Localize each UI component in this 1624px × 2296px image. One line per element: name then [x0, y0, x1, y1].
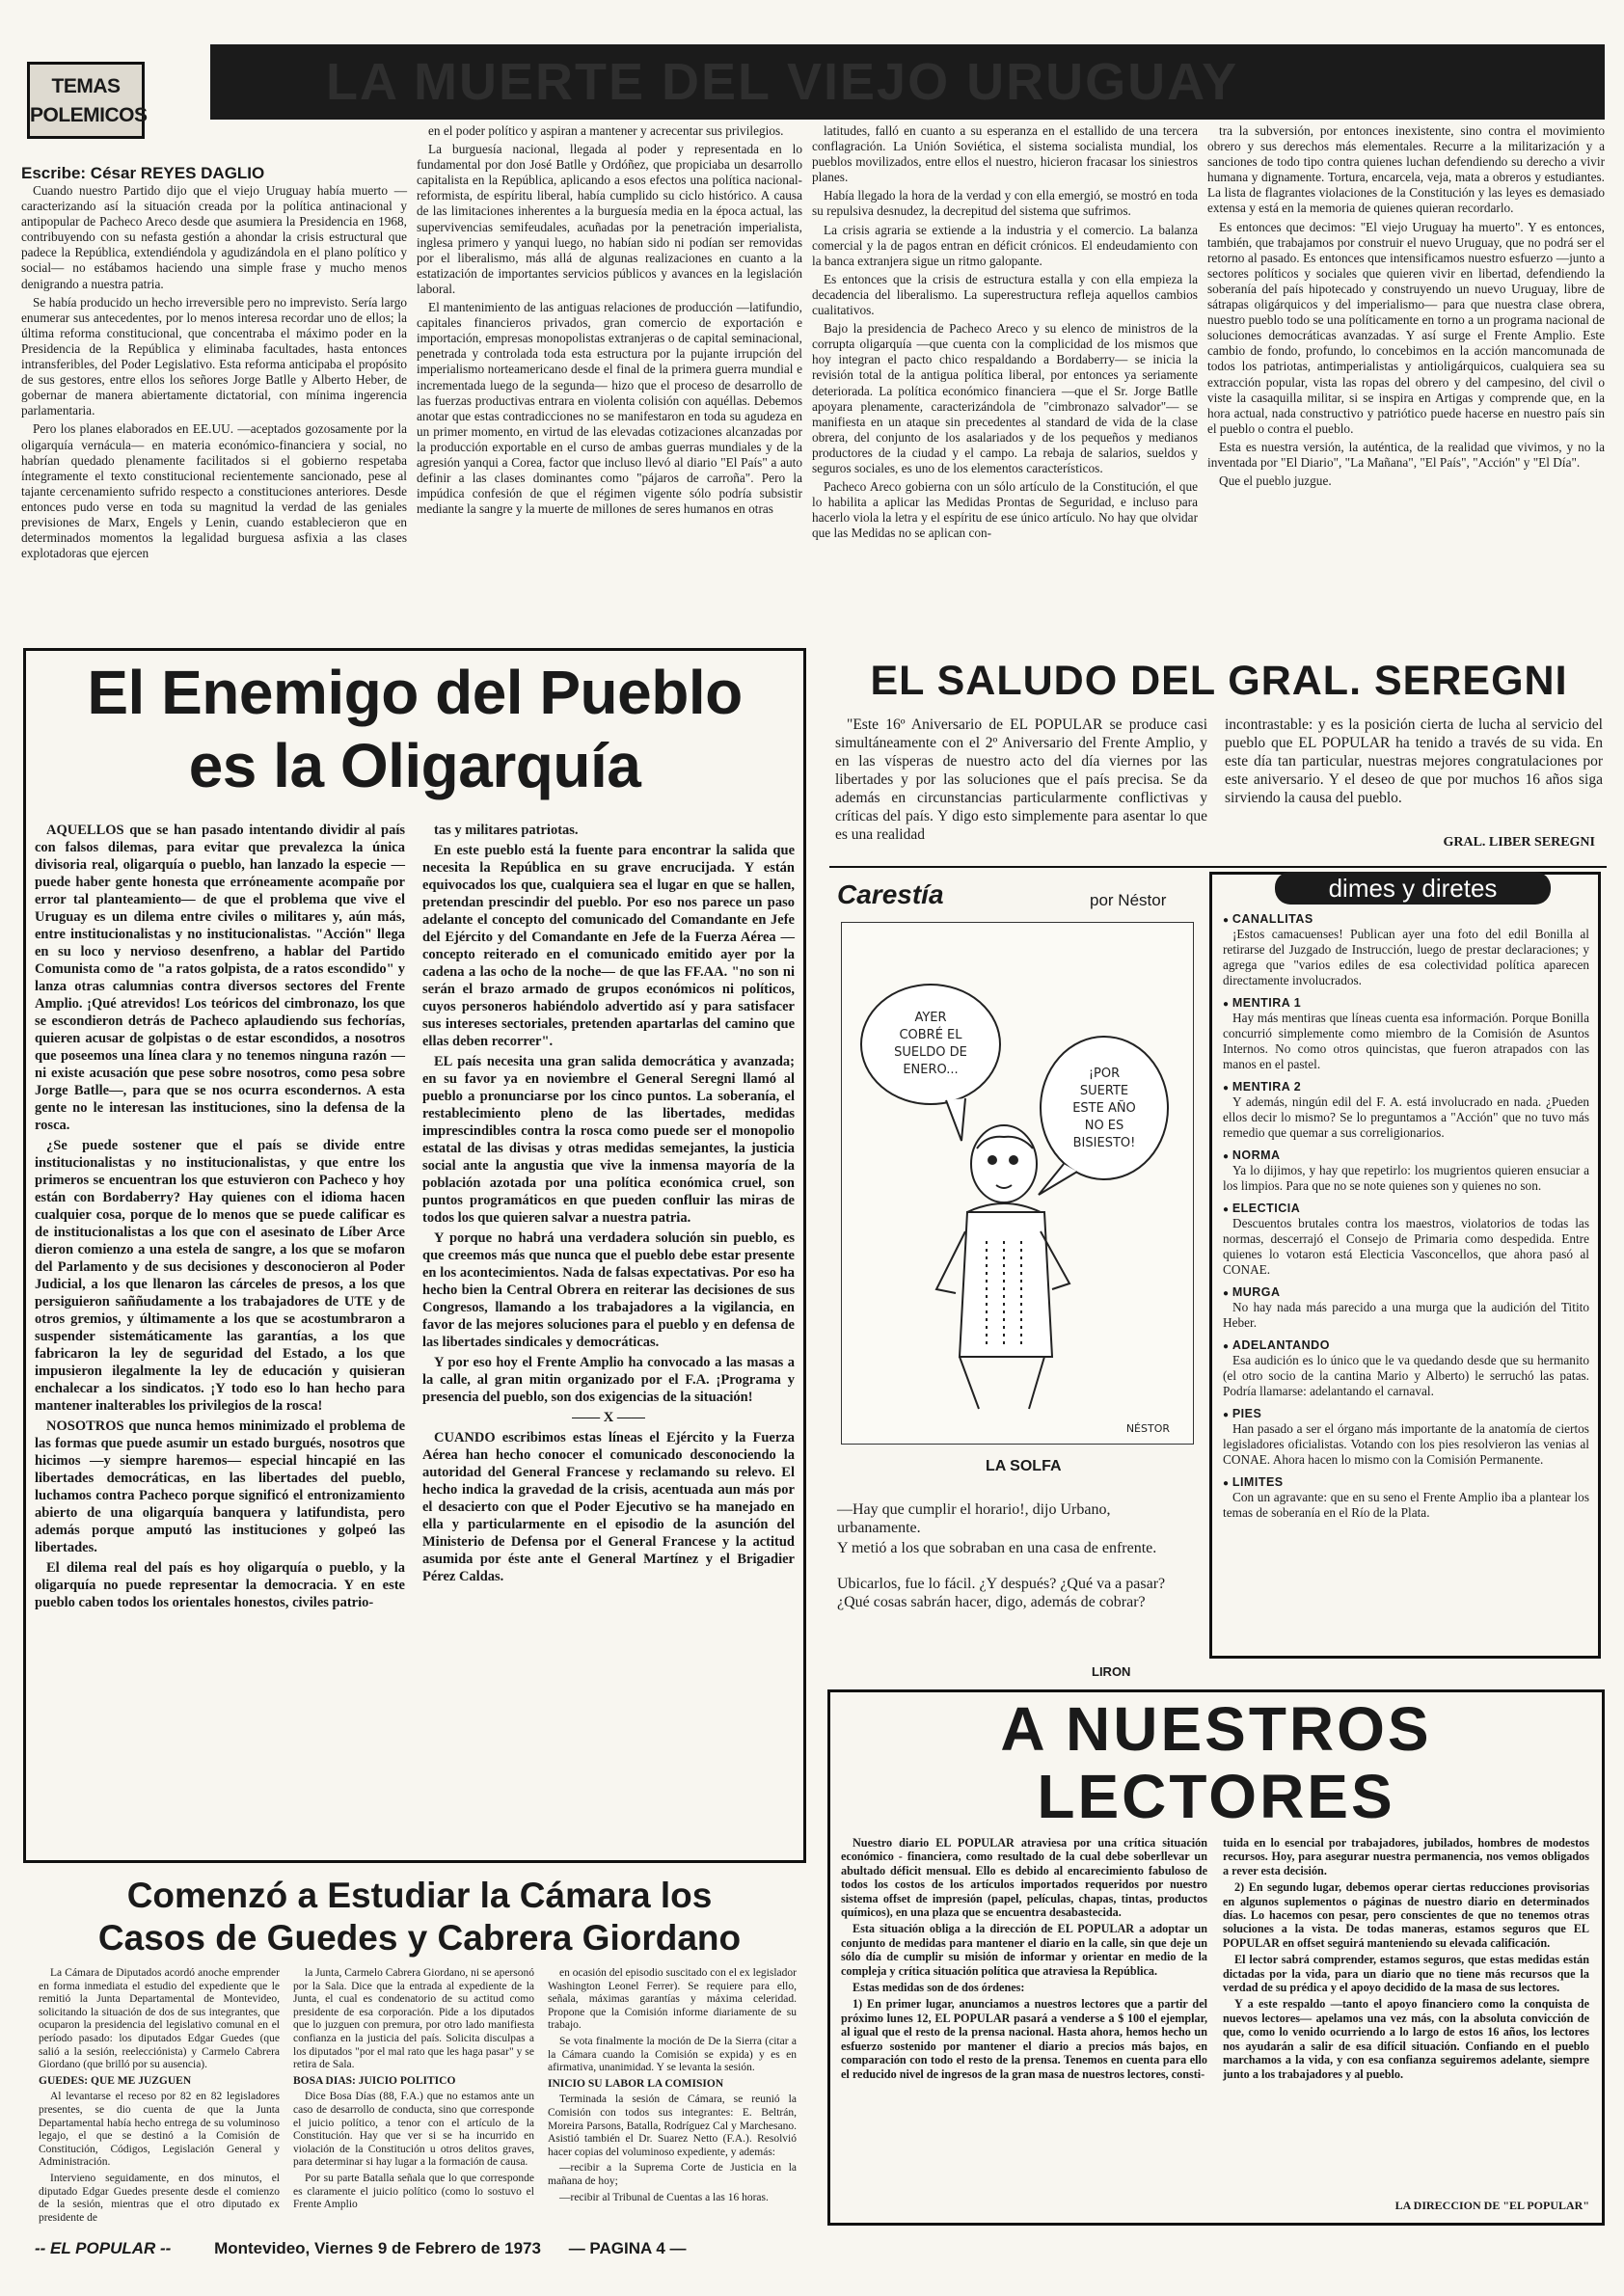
bubble-text-1: AYER	[914, 1011, 947, 1025]
paragraph: —recibir a la Suprema Corte de Justicia en la mañana de hoy;	[548, 2162, 797, 2187]
svg-text:NO ES: NO ES	[1084, 1119, 1124, 1133]
headline-line: El Enemigo del Pueblo	[87, 658, 743, 727]
paragraph: CUANDO escribimos estas líneas el Ejército y la Fuerza Aérea han hecho conocer el comunicado desconociendo la autoridad del General Francese y reclamando su relevo. El hecho indica la gravedad de la crisis, acentuada aun más por el desacierto con que el Poder Ejecutivo se ha manejado en ella y particularmente en el episodio de la asunción del Ministerio de Defensa por el General Francese y la actitud asumida por éste ante el General Martínez y el Brigadier Pérez Caldas.	[422, 1430, 795, 1584]
item-head: ● MURGA	[1223, 1285, 1589, 1299]
paragraph: Pero los planes elaborados en EE.UU. —aceptados gozosamente por la oligarquía vernácula— en materia económico-financiera y social, no habrían quedado plenamente facilitados si el gobierno respetaba íntegramente el texto constitucional recientemente sancionado, pese al tajante cercenamiento sufrido respecto a constituciones anteriores. Desde entonces pudo verse en toda su magnitud la verdad de las geniales previsiones de Marx, Engels y Lenin, cuando establecieron que en determinados momentos la legalidad burguesa asfixia a las clases explotadoras que ejercen	[21, 421, 407, 561]
subhead: GUEDES: QUE ME JUZGUEN	[39, 2074, 192, 2087]
carestia-author: por Néstor	[1090, 891, 1167, 909]
lectores-headline	[831, 1695, 1601, 1830]
seregni-headline: EL SALUDO DEL GRAL. SEREGNI	[870, 658, 1568, 704]
item-head: ● CANALLITAS	[1223, 912, 1589, 926]
paragraph: EL país necesita una gran salida democrática y avanzada; en su favor ya en noviembre el General Seregni llamó al pueblo a pronunciarse por los cinco puntos. La soberanía, el restablecimiento pleno de las libertades, medidas imprescindibles contra la rosca como puede ser el monopolio estatal de las divisas y otras medidas semejantes, la justicia social ante la angustia que vive la inmensa mayoría de la población azotada por una política económica cruel, son puntos programáticos en que pueden confluir las miras de todos los que quieren salvar a nuestra patria.	[422, 1054, 795, 1226]
headline-line: Casos de Guedes y Cabrera Giordano	[97, 1918, 742, 1958]
camara-headline	[29, 1875, 810, 1959]
seregni-col1	[835, 716, 1207, 860]
cartoon-frame	[841, 922, 1194, 1445]
headline-line: A NUESTROS	[1000, 1694, 1432, 1764]
item-body: No hay nada más parecido a una murga que la audición del Titito Heber.	[1223, 1300, 1589, 1330]
paragraph: Cuando nuestro Partido dijo que el viejo Uruguay había muerto —caracterizando así la situación creada por la política antinacional y antipopular de Pacheco Areco desde que asumiera la Presidencia en 1968, contribuyendo con su nefasta gestión a ahondar la crisis estructural que padece la República, extendiéndola y agudizándola en el plano político y social— no estábamos haciendo una simple frase y mucho menos denigrando a nuestra patria.	[21, 183, 407, 291]
paragraph: Por su parte Batalla señala que lo que corresponde es claramente el juicio político (como lo sostuvo el Frente Amplio	[293, 2172, 534, 2211]
paragraph: Y porque no habrá una verdadera solución sin pueblo, es que creemos más que nunca que el pueblo debe estar presente en los acontecimientos. Nada de falsas expectativas. Por eso ha hecho bien la Central Obrera en reiterar las decisiones de sus Congresos, llamando a los trabajadores a la vigilancia, en favor de las mejores soluciones para el pueblo y en defensa de las libertades sindicales y democráticas.	[422, 1230, 795, 1350]
camara-col2	[293, 1967, 534, 2211]
svg-text:ESTE AÑO: ESTE AÑO	[1072, 1101, 1136, 1116]
paragraph: Es entonces que la crisis de estructura estalla y con ella empieza la decadencia del liberalismo. La superestructura refleja aquellos cambios cualitativos.	[812, 271, 1198, 318]
subhead: INICIO SU LABOR LA COMISION	[548, 2077, 724, 2090]
item-head: ● ADELANTANDO	[1223, 1338, 1589, 1352]
paragraph: tas y militares patriotas.	[434, 823, 579, 838]
paragraph: Había llegado la hora de la verdad y con ella emergió, se mostró en toda su repulsiva desnudez, la decrepitud del sistema que sufrimos.	[812, 188, 1198, 219]
item-body: Han pasado a ser el órgano más importante de la anatomía de ciertos legisladores oficialistas. Votando con los pies resolvieron las venias al CONAE. Ahora hacen lo mismo con la Comisión Permanente.	[1223, 1421, 1589, 1467]
paragraph: Se vota finalmente la moción de De la Sierra (citar a la Cámara cuando la Comisión se expida) y es en afirmativa, unanimidad. Y se levanta la sesión.	[548, 2035, 797, 2074]
oligarquia-headline	[29, 656, 800, 802]
svg-text:BISIESTO!: BISIESTO!	[1072, 1136, 1136, 1150]
item-head: ● NORMA	[1223, 1148, 1589, 1162]
footer-date: Montevideo, Viernes 9 de Febrero de 1973	[214, 2239, 541, 2257]
seregni-signature: GRAL. LIBER SEREGNI	[1443, 835, 1595, 850]
lectores-signature: LA DIRECCION DE "EL POPULAR"	[1394, 2199, 1589, 2212]
dimes-item	[1223, 912, 1589, 988]
footer-paper: -- EL POPULAR --	[35, 2239, 172, 2257]
paragraph: La burguesía nacional, llegada al poder y representada en lo fundamental por don José Batlle y Ordóñez, que propiciaba un desarrollo capitalista en la República, aplicando a esos efectos una política nacional-reformista, de espíritu liberal, había cumplido su ciclo histórico. A causa de las limitaciones inherentes a la burguesía media en la época actual, las supervivencias semifeudales, acuñadas por la penetración imperialista, inglesa primero y yanqui luego, no habían sido ni podían ser removidas por el liberalismo, más allá de algunas realizaciones en cuanto a la estatización de importantes servicios públicos y avances en la legislación laboral.	[417, 142, 802, 296]
item-body: ¡Estos camacuenses! Publican ayer una foto del edil Bonilla al retirarse del Juzgado de Instrucción, luego de prestar declaraciones; y agrega que "varios ediles de esa colectividad política aparecen directamente involucrados.	[1223, 927, 1589, 987]
paragraph: 2) En segundo lugar, debemos operar ciertas reducciones provisorias en algunos suplementos o páginas de nuestro diario en determinados días. Lo hacemos con pesar, pero conscientes de que no tenemos otras soluciones a la vista. De todas maneras, estamos seguros que EL POPULAR en offset seguirá manteniendo su elevada calificación.	[1223, 1880, 1589, 1950]
paragraph: Pacheco Areco gobierna con un sólo artículo de la Constitución, el que lo habilita a aplicar las Medidas Prontas de Seguridad, e incluso para hacerlo viola la letra y el espíritu de ese único artículo. No hay que olvidar que las Medidas no se aplican con-	[812, 479, 1198, 541]
paragraph: Dice Bosa Días (88, F.A.) que no estamos ante un caso de desarrollo de conducta, sino que corresponde el juicio político, a tenor con el artículo de la Constitución. Hay que ver si se ha incurrido en violación de la Constitución u otros delitos graves, para determinar si hay lugar a la formación de causa.	[293, 2091, 534, 2169]
cartoon-signature: NÉSTOR	[1125, 1422, 1170, 1435]
dimes-item	[1223, 1285, 1589, 1331]
dimes-item	[1223, 1080, 1589, 1141]
byline: Escribe: César REYES DAGLIO	[21, 164, 265, 182]
top-banner	[210, 44, 1605, 120]
paragraph: Estas medidas son de dos órdenes:	[853, 1981, 1025, 1995]
top-article-col4	[1207, 123, 1605, 641]
paragraph: Y por eso hoy el Frente Amplio ha convocado a las masas a la calle, al gran mitin organizado por el F.A. ¡Programa y presencia del pueblo, son dos exigencias de la situación!	[422, 1355, 795, 1405]
paragraph: Al levantarse el receso por 82 en 82 legisladores presentes, se dio cuenta de que la Junta Departamental había hecho entrega de su voluminoso legajo, el que se destinó a la Comisión de Constitución, Códigos, Legislación General y Administración.	[39, 2091, 280, 2169]
item-body: Ya lo dijimos, y hay que repetirlo: los mugrientos quieren ensuciar a los limpios. Para que no se note quienes son y quienes no son.	[1223, 1163, 1589, 1193]
paragraph: la Junta, Carmelo Cabrera Giordano, ni se apersonó por la Sala. Dice que la entrada al expediente de la Junta, el cual es condenatorio de su actitud como presidente de esa corporación. Pide a los diputados que lo juzguen con premura, por otro lado manifiesta confianza en la justicia del país. Solicita disculpas a los diputados "por el mal rato que les haga pasar" y se retira de Sala.	[293, 1967, 534, 2071]
svg-text:COBRÉ EL: COBRÉ EL	[899, 1028, 962, 1042]
paragraph: Intervieno seguidamente, en dos minutos, el diputado Edgar Guedes presente desde el comienzo de la sesión, mientras que el otro diputado ex presidente de	[39, 2172, 280, 2224]
lectores-col1	[841, 1836, 1207, 2218]
paragraph: NOSOTROS que nunca hemos minimizado el problema de las formas que puede asumir un estado burgués, nosotros que hicimos —y siempre haremos— especial hincapié en las libertades democráticas, en las libertades del pueblo, luchamos contra Pacheco porque significó el entronizamiento abierto de una oligarquía banquera y latifundista, pero además porque amputó las instituciones y golpeó las libertades.	[35, 1418, 405, 1555]
paragraph: tra la subversión, por entonces inexistente, sino contra el movimiento obrero y sus derechos más elementales. Recurre a la militarización y a sanciones de todo tipo contra quienes luchan defendiendo su derecho a vivir humana y dignamente. Tortura, encarcela, veja, mata a obreros y estudiantes. La lista de flagrantes violaciones de la Constitución y las leyes es demasiado extensa y está en la memoria de quienes quieran recordarlo.	[1207, 123, 1605, 216]
oligarquia-col1	[35, 822, 405, 1850]
paragraph: Esta es nuestra versión, la auténtica, de la realidad que vivimos, y no la inventada por "El Diario", "La Mañana", "El País", "Acción" y "El Día".	[1207, 439, 1605, 470]
verse: Ubicarlos, fue lo fácil. ¿Y después? ¿Qué va a pasar? ¿Qué cosas sabrán hacer, digo, además de cobrar?	[837, 1576, 1166, 1610]
divider	[829, 866, 1607, 868]
paragraph: Y a este respaldo —tanto el apoyo financiero como la conquista de nuevos lectores— apelamos una vez más, con la absoluta convicción de que, como lo venido ocurriendo a lo largo de estos 16 años, los lectores nos ayudarán a salir de esa difícil situación. Confiando en el pueblo marchamos a la vida, y con esa confianza seguiremos adelante, siempre junto a los trabajadores y al pueblo.	[1223, 1997, 1589, 2081]
subhead: BOSA DIAS: JUICIO POLITICO	[293, 2074, 456, 2087]
speech-bubble-right	[1039, 1037, 1168, 1195]
dimes-item	[1223, 1338, 1589, 1399]
dimes-item	[1223, 1202, 1589, 1278]
oligarquia-col2	[422, 822, 795, 1850]
top-banner-title: LA MUERTE DEL VIEJO URUGUAY	[326, 53, 1239, 111]
paragraph: En este pueblo está la fuente para encontrar la salida que necesita la República en su grave encrucijada. Y están equivocados los que, cualquiera sea el lugar en que se hallen, pretendan prescindir del pueblo. Por eso nos parece un paso adelante el concepto del comunicado del Comandante en Jefe del Ejército y del Comandante en Jefe de la Fuerza Aérea —concepto reiterado en el comunicado emitido ayer por la cadena a las ocho de la noche— de que las FF.AA. "no son ni serán el brazo armado de grupos económicos ni políticos, cuyos personeros habiéndolo advertido así y para satisfacer sus intereses sectoriales, pretenden apartarlas del camino que ellas deben recorrer".	[422, 843, 795, 1049]
paragraph: Es entonces que decimos: "El viejo Uruguay ha muerto". Y es entonces, también, que trabajamos por construir el nuevo Uruguay, que no podrá ser el retorno al pasado. Es entonces que intensificamos nuestro esfuerzo —junto a sectores políticos y sociales que quieren vivir en libertad, defendiendo la soberanía del país hipotecado y construyendo un nuevo Uruguay, libre de sátrapas oligárquicos y del imperialismo— para que nuestra clase obrera, nuestro pueblo todo se una políticamente en torno a un programa nacional de soluciones democráticas avanzadas. Y así surge el Frente Amplio. Este cambio de fondo, profundo, lo concebimos en la acción mancomunada de todos los patriotas, antimperialistas y antioligárquicos, cualquiera sea su extracción popular, vista las ropas del obrero y del campesino, del civil o viste la casaquilla militar, si se inspira en Artigas y comprende que, en la hora actual, nada constructivo y patriótico puede hacerse en nuestro país sin el pueblo o contra el pueblo.	[1207, 219, 1605, 436]
headline-line: Comenzó a Estudiar la Cámara los	[126, 1876, 713, 1915]
section-tag-line1: TEMAS	[51, 75, 121, 97]
speech-bubble-left	[861, 985, 1000, 1141]
item-body: Y además, ningún edil del F. A. está involucrado en nada. ¿Pueden ellos decir lo mismo? Se lo preguntamos a "Acción" que no tuvo más remedio que quemar a sus correligionarios.	[1223, 1094, 1589, 1140]
item-body: Con un agravante: que en su seno el Frente Amplio iba a plantear los temas de soberanía en el Río de la Plata.	[1223, 1490, 1589, 1520]
item-body: Hay más mentiras que líneas cuenta esa información. Porque Bonilla concurrió simplemente como miembro de la Comisión de Asuntos Internos. No como otros quincistas, que fueron atrapados con las manos en el pastel.	[1223, 1011, 1589, 1071]
headline-line: es la Oligarquía	[188, 731, 641, 800]
svg-text:ENERO...: ENERO...	[903, 1063, 959, 1077]
paragraph: La Cámara de Diputados acordó anoche emprender en forma inmediata el estudio del expediente que le remitió la Junta Departamental de Montevideo, solicitando la situación de dos de sus integrantes, que ocuparon la presidencia del legislativo comunal en el período pasado: los diputados Edgar Guedes (que salió a la sesión, reelecciónista) y Carmelo Cabrera Giordano (que brilló por su ausencia).	[39, 1967, 280, 2071]
item-head: ● MENTIRA 2	[1223, 1080, 1589, 1094]
camara-col3	[548, 1967, 797, 2208]
paragraph: —recibir al Tribunal de Cuentas a las 16 horas.	[559, 2191, 769, 2203]
svg-text:SUERTE: SUERTE	[1079, 1084, 1129, 1098]
dimes-item	[1223, 1148, 1589, 1194]
section-tag-line2: POLEMICOS	[30, 104, 148, 126]
paragraph: La crisis agraria se extiende a la industria y el comercio. La balanza comercial y la de pagos entran en déficit crónicos. El endeudamiento con la banca extranjera sigue un ritmo galopante.	[812, 222, 1198, 268]
paragraph: Se había producido un hecho irreversible pero no imprevisto. Sería largo enumerar sus antecedentes, por lo menos interesa recordar uno de ellos; la última reforma constitucional, que concentraba el máximo poder en la Presidencia de la República y eliminaba facultades, hasta entonces intransferibles, del Poder Legislativo. Esta reforma anticipaba el propósito de sus gestores, entre ellos los señores Jorge Batlle y Alberto Heber, de gobernar de manera abiertamente dictatorial, con mínima ingerencia parlamentaria.	[21, 294, 407, 419]
paragraph: en el poder político y aspiran a mantener y acrecentar sus privilegios.	[428, 123, 784, 138]
separator: —— X ——	[572, 1410, 645, 1425]
top-article-col3	[812, 123, 1198, 641]
cartoon-drawing	[842, 923, 1193, 1444]
la-solfa-verse	[837, 1500, 1196, 1611]
item-head: ● ELECTICIA	[1223, 1202, 1589, 1215]
paragraph: latitudes, falló en cuanto a su esperanza en el estallido de una tercera conflagración. La Unión Soviética, el sistema socialista mundial, los pueblos movilizados, entre ellos el nuestro, hicieron fracasar los siniestros planes.	[812, 123, 1198, 185]
dimes-item	[1223, 1475, 1589, 1521]
paragraph: Bajo la presidencia de Pacheco Areco y su elenco de ministros de la corrupta oligarquía —que cuenta con la complicidad de los mismos que hoy integran el pacto chico respaldando a Bordaberry— se inicia la revisión total de la antigua política liberal, por entonces ya seriamente deteriorada. La política económico financiera —que el Sr. Jorge Batlle apoyara plenamente, caracterizándola de "cimbronazo salvador"— se manifiesta en un ataque sin precedentes al standard de vida de la clase obrera, del conjunto de los asalariados y de los pequeños y medianos productores de la ciudad y el campo. La rebaja de salarios, sueldos y seguros sociales, es uno de los elementos característicos.	[812, 321, 1198, 475]
cartoon-figure	[936, 1125, 1069, 1409]
section-tag	[27, 62, 148, 139]
paragraph: "Este 16º Aniversario de EL POPULAR se produce casi simultáneamente con el 2º Aniversario del Frente Amplio, y en las vísperas de nuestro acto del día viernes por las libertades y por las soluciones que el país precisa. Se da además en circunstancias particularmente conflictivas y críticas del país. Y digo esto simplemente para asentar lo que es una realidad	[835, 716, 1207, 843]
headline-line: LECTORES	[1037, 1762, 1395, 1831]
la-solfa-author: LIRON	[1092, 1664, 1131, 1679]
bubble-text-2: ¡POR	[1088, 1067, 1121, 1081]
svg-text:SUELDO DE: SUELDO DE	[894, 1045, 967, 1060]
paragraph: incontrastable: y es la posición cierta de lucha al servicio del pueblo que EL POPULAR ha tenido a través de su vida. En este día tan particular, nuestras mejores congratulaciones por este aniversario. Y el deseo de que por muchos 16 años siga sirviendo la causa del pueblo.	[1225, 716, 1603, 806]
item-head: ● MENTIRA 1	[1223, 996, 1589, 1010]
paragraph: tuida en lo esencial por trabajadores, jubilados, hombres de modestos recursos. Hoy, para asegurar nuestra permanencia, nos vemos obligados a rever esta decisión.	[1223, 1836, 1589, 1877]
top-article-col2	[417, 123, 802, 641]
camara-col1	[39, 1967, 280, 2224]
top-article-col1	[21, 183, 407, 641]
lectores-col2	[1223, 1836, 1589, 2191]
la-solfa-title: LA SOLFA	[986, 1458, 1062, 1474]
verse: Y metió a los que sobraban en una casa de enfrente.	[837, 1540, 1157, 1556]
dimes-list	[1223, 912, 1589, 1651]
item-head: ● PIES	[1223, 1407, 1589, 1420]
paragraph: AQUELLOS que se han pasado intentando dividir al país con falsos dilemas, para evitar que prevalezca la única divisoria real, oligarquía o pueblo, han lanzado la especie —puede haber gente honesta que erróneamente acompañe por error tal planteamiento— de que el problema que vive el Uruguay es un dilema entre civiles o militares y, aún más, entre institucionalistas y no institucionalistas. "Acción" llega en su loco y nervioso desenfreno, a hablar del Partido Comunista como de "a ratos golpista, de a ratos escondido" y lanza otras calumnias contra diversos sectores del Frente Amplio. ¡Qué atrevidos! Los teóricos del cimbronazo, los que se escondieron detrás de Pacheco aplaudiendo sus fechorías, quieren acusar de golpistas o de estar escondidos, a nosotros que poseemos una línea clara y no tenemos ninguna razón —ni existe acusación que pese sobre nosotros, como pesa sobre Jorge Batlle—, para que se nos ocurra escondernos. A esta gente no le interesan las instituciones, sino la defensa de la rosca.	[35, 823, 405, 1133]
paragraph: El dilema real del país es hoy oligarquía o pueblo, y la oligarquía no puede representar la democracia. Y en este pueblo caben todos los orientales honestos, civiles patrio-	[35, 1560, 405, 1610]
dimes-item	[1223, 1407, 1589, 1468]
footer-page: — PAGINA 4 —	[568, 2239, 687, 2257]
paragraph: Terminada la sesión de Cámara, se reunió la Comisión con todos sus integrantes: E. Beltrán, Moreira Parsons, Batalla, Rodríguez Cal y Marchesano. Asistió también el Dr. Suarez Netto (F.A.). Resolvió hacer copias del voluminoso expediente, y además:	[548, 2093, 797, 2158]
paragraph: 1) En primer lugar, anunciamos a nuestros lectores que a partir del próximo lunes 12, EL POPULAR pasará a venderse a $ 100 el ejemplar, al igual que el resto de la prensa nacional. Hasta ahora, hemos hecho un esfuerzo sostenido por mantener el diario a precios más bajos, en comparación con todo el resto de la prensa. Tenemos en cuenta para ello el reducido nivel de ingresos de la gran masa de nuestros lectores, consti-	[841, 1997, 1207, 2081]
verse: —Hay que cumplir el horario!, dijo Urbano, urbanamente.	[837, 1501, 1111, 1536]
paragraph: Que el pueblo juzgue.	[1219, 473, 1332, 489]
dimes-title: dimes y diretes	[1275, 872, 1551, 905]
item-body: Descuentos brutales contra los maestros, violatorios de todas las normas, descerrajó el Consejo de Primaria como despedida. Entre quienes lo votaron está Electicia Vasconcellos, que ahora pasó al CONAE.	[1223, 1216, 1589, 1277]
dimes-item	[1223, 996, 1589, 1072]
paragraph: Esta situación obliga a la dirección de EL POPULAR a adoptar un conjunto de medidas para mantener el diario en la calle, sin que deje un sólo día de cumplir su misión de informar y orientar en medio de la compleja y crítica situación política que atraviesa la República.	[841, 1922, 1207, 1978]
seregni-col2	[1225, 716, 1603, 822]
paragraph: El lector sabrá comprender, estamos seguros, que estas medidas están dictadas por la vida, para un diario que no tiene más recursos que la verdad de su prédica y el apoyo decidido de la masa de sus lectores.	[1223, 1953, 1589, 1995]
paragraph: en ocasión del episodio suscitado con el ex legislador Washington Leonel Ferrer). Se requiere para ello, señala, máximas garantías y máxima celeridad. Propone que la Comisión informe diariamente de su trabajo.	[548, 1967, 797, 2032]
paragraph: El mantenimiento de las antiguas relaciones de producción —latifundio, capitales financieros privados, gran comercio de exportación e importación, empresas monopolistas extranjeras o de capital seminacional, penetrada y controlada toda esta estructura por la pujante irrupción del imperialismo norteamericano desde el final de la primera guerra mundial e incrementada luego de la segunda— hizo que el proceso de desarrollo de las fuerzas productivas entrara en violenta colisión con aquéllas. Debemos anotar que estas contradicciones no se manifestaron en toda su agudeza en un primer momento, en virtud de las elevadas cotizaciones alcanzadas por la producción exportable en el curso de ambas guerras mundiales y de la agresión yanqui a Corea, factor que incluso llevó al diario "El País" a auto definir a las clases dominantes como "pájaros de carroña". Pero la impúdica confesión de que el régimen vigente sólo podría subsistir mediante la sangre y la muerte de millones de seres humanos en otras	[417, 300, 802, 517]
paragraph: ¿Se puede sostener que el país se divide entre institucionalistas y no institucionalistas, y que entre los primeros se encuentran los que estuvieron con Pacheco y hoy están con Bordaberry? Hay quienes con el idioma hacen cualquier cosa, porque de lo menos que se puede calificar es de institucionalistas a los que con el asesinato de Líber Arce dieron comienzo a una estela de sangre, a los que se mofaron del Parlamento y de sus decisiones y desconocieron al Poder Judicial, a los que llenaron las cárceles de presos, a los que persiguieron saññudamente a los trabajadores de UTE y de otros gremios, y últimamente a los que se acostumbraron a suspender sistemáticamente las garantías, a los que fabricaron la ley de seguridad del Estado, a los que impusieron ilegalmente la ley de educación y quisieran enchalecar a los sindicatos. ¡Y todo eso lo han hecho para mantener inalterables los privilegios de la rosca!	[35, 1138, 405, 1414]
item-body: Esa audición es lo único que le va quedando desde que su hermanito (el otro socio de la cantina Mario y Alberto) le serruchó las patas. Podría llamarse: adelantando el carnaval.	[1223, 1353, 1589, 1398]
paragraph: Nuestro diario EL POPULAR atraviesa por una crítica situación económico - financiera, como resultado de la cual debe soberllevar un abultado déficit mensual. Ello es debido al encarecimiento fabuloso de todos los costos de los artículos importados requeridos por nuestro sistema offset de impresión (papel, películas, chapas, tintas, productos químicos), en una plaza que se encuentra desabastecida.	[841, 1836, 1207, 1920]
item-head: ● LIMITES	[1223, 1475, 1589, 1489]
footer	[35, 2239, 687, 2258]
carestia-title: Carestía	[837, 879, 944, 909]
